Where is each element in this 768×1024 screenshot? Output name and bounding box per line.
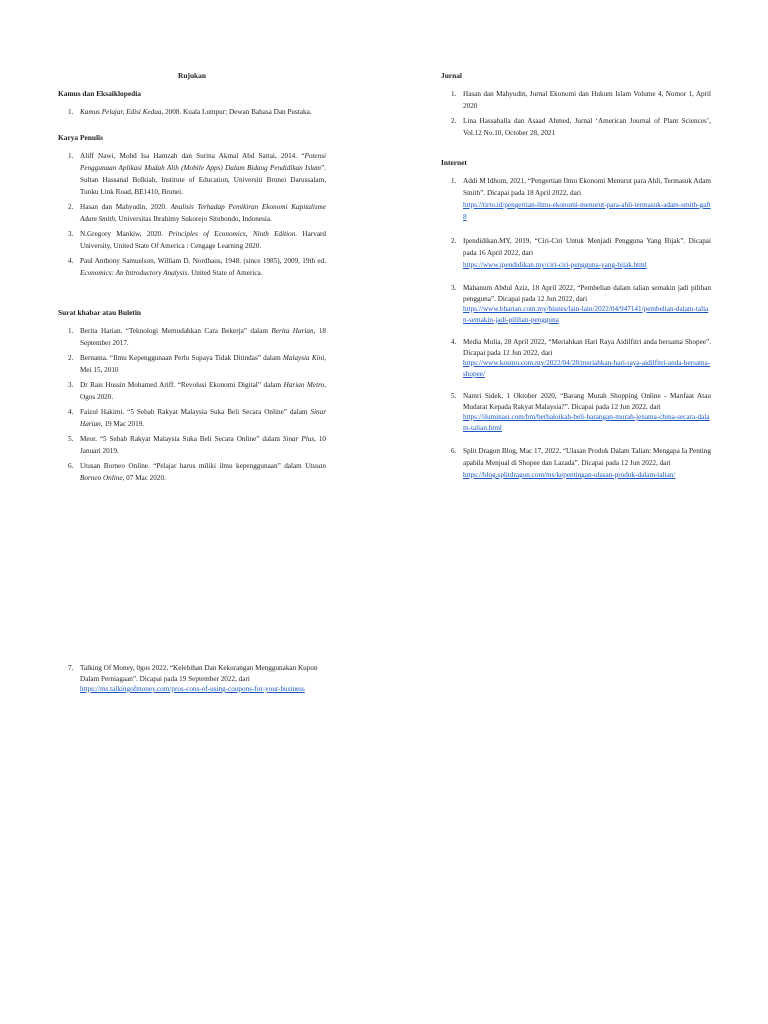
list-item: 3. Dr Rais Hussin Mohamed Ariff. “Revolusi Ekonomi Digital” dalam Harian Metro, Ogos 2020.: [68, 381, 326, 401]
reference-link[interactable]: https://tirto.id/pengertian-ilmu-ekonomi-menurut-para-ahli-termasuk-adam-smith-gaft8: [463, 201, 711, 221]
kamus-list: [58, 106, 326, 118]
list-item: 6. Split Dragon Blog, Mac 17, 2022, “Ulasan Produk Dalam Talian: Mengapa Ia Penting apabila Menjual di Shopee dan Lazada”. Dicapai pada 12 Jun 2022, dari https://blog.splitdragon.com/ms/kepentingan-ulasan-produk-dalam-talian/: [451, 447, 711, 479]
list-item: 2. Hasan dan Mahyudin, 2020. Analisis Terhadap Pemikiran Ekonomi Kapitalisme Adam Smith, Universitas Ibrahimy Sukorejo Situbondo, Indonesia.: [68, 203, 327, 223]
list-item: 4. Media Mulia, 28 April 2022, “Meriahkan Hari Raya Aidilfitri anda bersama Shopee”. Dicapai pada 12 Jun 2022, dari https://www.kosmo.com.my/2022/04/28/meriahkan-hari-raya-aidilfitri-anda-bersama-shopee/: [451, 338, 711, 378]
section-heading-kamus: Kamus dan Eksaiklopedia: [58, 89, 141, 98]
reference-link[interactable]: https://www.ipendidikan.my/ciri-ciri-pengguna-yang-bijak.html: [463, 261, 647, 269]
reference-link[interactable]: https://iluminasi.com/bm/berbaloikah-beli-barangan-murah-jenama-china-secara-dalam-talian.html: [463, 413, 710, 432]
reference-link[interactable]: https://www.bharian.com.my/bisnes/lain-lain/2022/04/947141/pembelian-dalam-talian-semakin-jadi-pilihan-pengguna: [463, 305, 709, 324]
reference-link[interactable]: https://blog.splitdragon.com/ms/kepentingan-ulasan-produk-dalam-talian/: [463, 471, 676, 479]
list-item: 1. Aliff Nawi, Mohd Isa Hamzah dan Surina Akmal Abd Sattai, 2014. “Potensi Penggunaan Aplikasi Mudah Alih (Mobile Apps) Dalam Bidang Pendidikan Islam”. Sultan Hassanal Bolkiah, Institute of Education, Universiti Brunei Darussalam, Tunku Link Road, BE1410, Brunei.: [68, 152, 326, 196]
list-item: 1. Kamus Pelajar, Edisi Kedua, 2008. Kuala Lumpur; Dewan Bahasa Dan Pustaka.: [68, 108, 312, 116]
list-item: 2. Ipendidikan.MY, 2019, “Ciri-Ciri Untuk Menjadi Pengguna Yang Bijak”. Dicapai pada 16 April 2022, dari https://www.ipendidikan.my/ciri-ciri-pengguna-yang-bijak.html: [451, 237, 711, 269]
list-item: 3. N.Gregory Mankiw, 2020. Principles of Economics, Ninth Edition. Harvard University, United State Of America : Cengage Learning 2020.: [68, 230, 327, 250]
list-item: 1. Hasan dan Mahyudin, Jurnal Ekonomi dan Hukum Islam Volume 4, Nomor 1, April 2020: [451, 90, 711, 110]
list-item: 4. Faizul Hakimi. “5 Sebab Rakyat Malaysia Suka Beli Secara Online” dalam Sinar Harian, 19 Mac 2019.: [68, 408, 326, 428]
surat-list: [58, 325, 326, 484]
right-column: [441, 70, 711, 484]
list-item: 1. Berita Harian. “Teknologi Memudahkan Cara Bekerja” dalam Berita Harian, 18 September 2017.: [68, 327, 326, 347]
internet-list: [441, 175, 711, 481]
section-heading-surat: Surat khabar atau Buletin: [58, 308, 142, 317]
reference-link[interactable]: https://ms.talkingofmoney.com/pros-cons-of-using-coupons-for-your-business: [80, 685, 305, 693]
list-item: 2. Lina Hassaballa dan Asaad Ahmed, Jurnal ‘American Journal of Plant Sciences’, Vol.12 No.10, October 28, 2021: [451, 117, 711, 137]
list-item: 5. Namri Sidek, 1 Oktober 2020, “Barang Murah Shopping Online - Manfaat Atau Mudarat Kepada Rakyat Malaysia?”. Dicapai pada 12 Jun 2022, dari https://iluminasi.com/bm/berbaloikah-beli-barangan-murah-jenama-china-secara-dalam-talian.html: [451, 392, 711, 432]
section-heading-internet: Internet: [441, 158, 467, 167]
jurnal-list: [441, 88, 711, 139]
list-item: 1. Addi M Idhom, 2021, “Pengertian Ilmu Ekonomi Menurut para Ahli, Termasuk Adam Smith”. Dicapai pada 18 April 2022, dari https://tirto.id/pengertian-ilmu-ekonomi-menurut-para-ahli-termasuk-adam-smith-gaft8: [451, 177, 711, 221]
left-column: [58, 70, 326, 487]
list-item: 4. Paul Anthony Samuelson, William D. Nordhaus, 1948. (since 1985), 2009, 19th ed. Economics: An Introductory Analysis. United State of America.: [68, 257, 326, 277]
reference-link[interactable]: https://www.kosmo.com.my/2022/04/28/meriahkan-hari-raya-aidilfitri-anda-bersama-shopee/: [463, 359, 711, 378]
list-item: 6. Utusan Borneo Online. “Pelajar harus miliki ilmu kepenggunaan” dalam Utusan Borneo Online, 07 Mac 2020.: [68, 462, 326, 482]
page-title: Rujukan: [178, 71, 206, 80]
list-item: 5. Meor. “5 Sebab Rakyat Malaysia Suka Beli Secara Online” dalam Sinar Plus, 10 Januari 2019.: [68, 435, 327, 455]
list-item: 3. Mahanum Abdul Aziz, 18 April 2022, “Pembelian dalam talian semakin jadi pilihan pengguna”. Dicapai pada 12 Jun 2022, dari https://www.bharian.com.my/bisnes/lain-lain/2022/04/947141/pembelian-dalam-talian-semakin-jadi-pilihan-pengguna: [451, 284, 711, 324]
list-item: 7. Talking Of Money, 0gos 2022, “Kelebihan Dan Kekurangan Menggunakan Kupon Dalam Perniagaan”. Dicapai pada 19 September 2022, dari https://ms.talkingofmoney.com/pros-cons-of-using-coupons-for-your-business: [68, 664, 318, 693]
section-heading-jurnal: Jurnal: [441, 71, 462, 80]
surat-item-7: [58, 663, 326, 698]
list-item: 2. Bernama. “Ilmu Kepenggunaan Perlu Supaya Tidak Ditindas” dalam Malaysia Kini, Mei 15, 2010: [68, 354, 326, 374]
section-heading-karya: Karya Penulis: [58, 133, 103, 142]
karya-list: [58, 150, 326, 279]
